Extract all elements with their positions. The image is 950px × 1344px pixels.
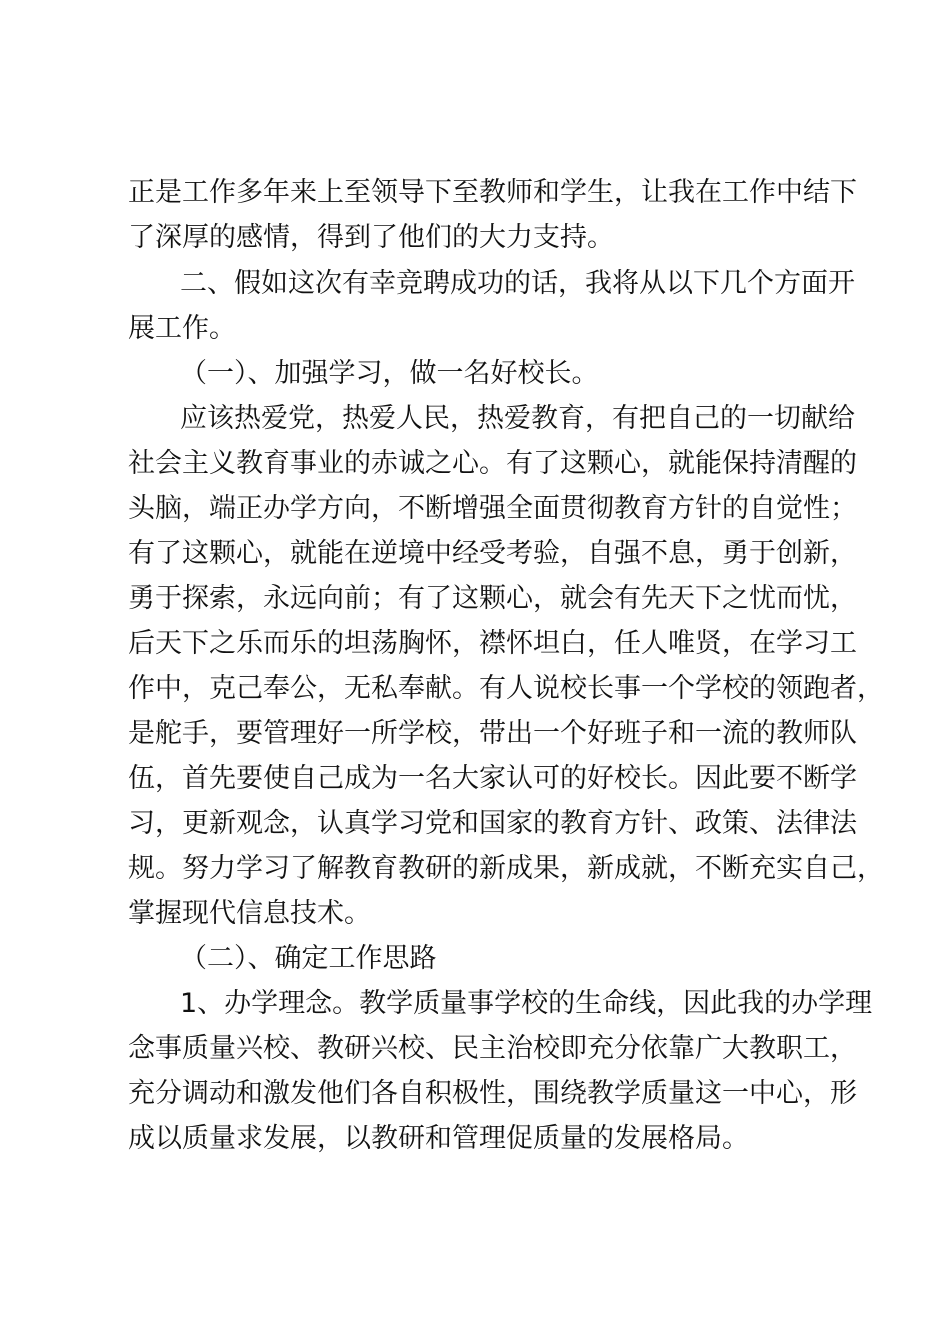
subsection-heading-2: （二）、确定工作思路	[180, 943, 437, 974]
text-line-7: 社会主义教育事业的赤诚之心。有了这颗心，就能保持清醒的	[128, 448, 857, 479]
text-line-14: 伍，首先要使自己成为一名大家认可的好校长。因此要不断学	[128, 763, 857, 794]
paragraph-start: 应该热爱党，热爱人民，热爱教育，有把自己的一切献给	[180, 403, 855, 434]
text-line-21: 充分调动和激发他们各自积极性，围绕教学质量这一中心，形	[128, 1078, 857, 1109]
text-line-10: 勇于探索，永远向前；有了这颗心，就会有先天下之忧而忧，	[128, 583, 857, 614]
text-line-20: 念事质量兴校、教研兴校、民主治校即充分依靠广大教职工，	[128, 1033, 857, 1064]
text-line-8: 头脑，端正办学方向，不断增强全面贯彻教育方针的自觉性；	[128, 493, 857, 524]
text-line-4: 展工作。	[128, 313, 236, 344]
subsection-heading-1: （一）、加强学习，做一名好校长。	[180, 358, 599, 389]
paragraph-start-2: 1、办学理念。教学质量事学校的生命线，因此我的办学理	[180, 988, 873, 1019]
text-line-17: 掌握现代信息技术。	[128, 898, 371, 929]
section-heading-2: 二、假如这次有幸竞聘成功的话，我将从以下几个方面开	[180, 268, 855, 299]
text-line-1: 正是工作多年来上至领导下至教师和学生，让我在工作中结下	[128, 177, 857, 208]
text-line-13: 是舵手，要管理好一所学校，带出一个好班子和一流的教师队	[128, 718, 857, 749]
text-line-11: 后天下之乐而乐的坦荡胸怀，襟怀坦白，任人唯贤，在学习工	[128, 628, 857, 659]
text-line-15: 习，更新观念，认真学习党和国家的教育方针、政策、法律法	[128, 808, 857, 839]
text-line-12: 作中，克己奉公，无私奉献。有人说校长事一个学校的领跑者，	[128, 673, 884, 704]
text-line-16: 规。努力学习了解教育教研的新成果，新成就，不断充实自己，	[128, 853, 884, 884]
text-line-22: 成以质量求发展，以教研和管理促质量的发展格局。	[128, 1123, 749, 1154]
text-line-2: 了深厚的感情，得到了他们的大力支持。	[128, 222, 614, 253]
text-line-9: 有了这颗心，就能在逆境中经受考验，自强不息，勇于创新，	[128, 538, 857, 569]
